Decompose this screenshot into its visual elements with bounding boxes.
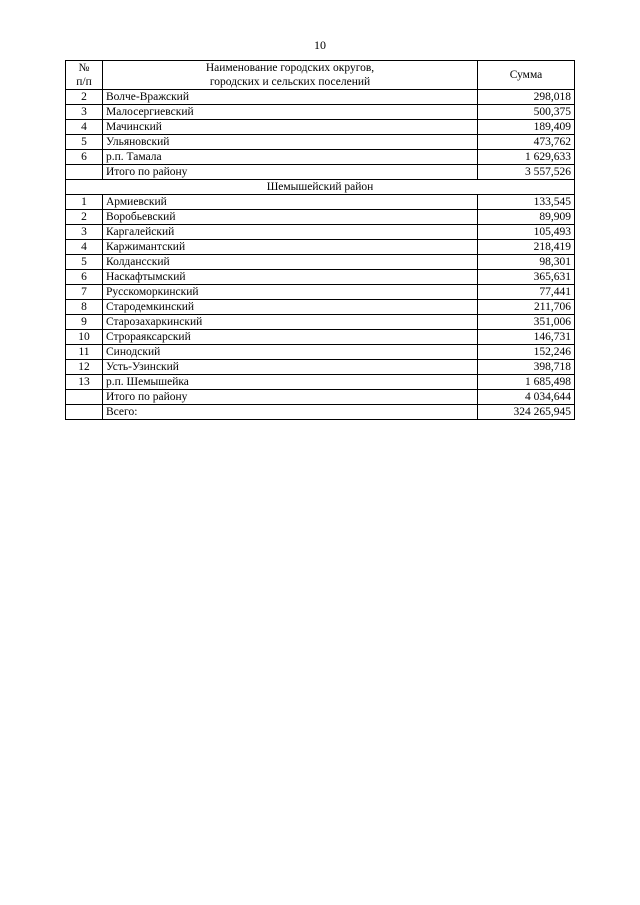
row-name: Русскоморкинский	[103, 285, 478, 300]
row-number: 8	[66, 300, 103, 315]
header-num	[66, 61, 103, 90]
row-sum: 105,493	[478, 225, 575, 240]
row-number: 13	[66, 375, 103, 390]
total-sum: 3 557,526	[478, 165, 575, 180]
table-row	[66, 345, 575, 360]
header-name-line2: городских и сельских поселений	[209, 76, 371, 88]
row-name: Каргалейский	[103, 225, 478, 240]
district-total-row	[66, 390, 575, 405]
section-title: Шемышейский район	[66, 180, 575, 195]
header-name	[103, 61, 478, 90]
row-sum: 77,441	[478, 285, 575, 300]
row-sum: 133,545	[478, 195, 575, 210]
row-name: Синодский	[103, 345, 478, 360]
table-row	[66, 105, 575, 120]
row-number: 9	[66, 315, 103, 330]
row-number: 6	[66, 150, 103, 165]
row-sum: 211,706	[478, 300, 575, 315]
row-number: 2	[66, 210, 103, 225]
row-number: 11	[66, 345, 103, 360]
row-name: Армиевский	[103, 195, 478, 210]
total-number-empty	[66, 165, 103, 180]
table-row	[66, 120, 575, 135]
table-row	[66, 195, 575, 210]
table-row	[66, 285, 575, 300]
header-num-line2: п/п	[76, 76, 92, 88]
district-total-row	[66, 165, 575, 180]
row-number: 6	[66, 270, 103, 285]
row-name: р.п. Шемышейка	[103, 375, 478, 390]
grand-total-label: Всего:	[103, 405, 478, 420]
row-name: Ульяновский	[103, 135, 478, 150]
row-name: Наскафтымский	[103, 270, 478, 285]
row-name: Старозахаркинский	[103, 315, 478, 330]
total-sum: 4 034,644	[478, 390, 575, 405]
header-num-line1: №	[78, 62, 90, 74]
total-label: Итого по району	[103, 165, 478, 180]
table-row	[66, 315, 575, 330]
table-row	[66, 240, 575, 255]
row-sum: 351,006	[478, 315, 575, 330]
row-number: 12	[66, 360, 103, 375]
table-row	[66, 270, 575, 285]
row-number: 5	[66, 255, 103, 270]
row-sum: 398,718	[478, 360, 575, 375]
row-number: 10	[66, 330, 103, 345]
row-name: р.п. Тамала	[103, 150, 478, 165]
row-name: Малосергиевский	[103, 105, 478, 120]
grand-total-row	[66, 405, 575, 420]
table-row	[66, 150, 575, 165]
header-sum: Сумма	[478, 61, 575, 90]
row-number: 3	[66, 225, 103, 240]
row-sum: 473,762	[478, 135, 575, 150]
row-sum: 189,409	[478, 120, 575, 135]
row-sum: 500,375	[478, 105, 575, 120]
row-sum: 1 629,633	[478, 150, 575, 165]
table-row	[66, 135, 575, 150]
row-number: 2	[66, 90, 103, 105]
row-sum: 365,631	[478, 270, 575, 285]
row-number: 4	[66, 120, 103, 135]
row-name: Усть-Узинский	[103, 360, 478, 375]
row-name: Стародемкинский	[103, 300, 478, 315]
row-sum: 146,731	[478, 330, 575, 345]
table-row	[66, 210, 575, 225]
row-sum: 298,018	[478, 90, 575, 105]
table-row	[66, 375, 575, 390]
row-name: Строраяксарский	[103, 330, 478, 345]
grand-total-sum: 324 265,945	[478, 405, 575, 420]
section-title-row	[66, 180, 575, 195]
table-row	[66, 255, 575, 270]
row-number: 1	[66, 195, 103, 210]
total-number-empty	[66, 390, 103, 405]
row-sum: 98,301	[478, 255, 575, 270]
row-sum: 89,909	[478, 210, 575, 225]
row-name: Каржимантский	[103, 240, 478, 255]
table-header-row	[66, 61, 575, 90]
row-sum: 1 685,498	[478, 375, 575, 390]
row-number: 4	[66, 240, 103, 255]
budget-table	[65, 60, 575, 420]
row-name: Волче-Вражский	[103, 90, 478, 105]
table-row	[66, 360, 575, 375]
row-number: 5	[66, 135, 103, 150]
row-name: Мачинский	[103, 120, 478, 135]
total-label: Итого по району	[103, 390, 478, 405]
row-number: 7	[66, 285, 103, 300]
table-row	[66, 330, 575, 345]
row-name: Колдансский	[103, 255, 478, 270]
page-number: 10	[314, 38, 326, 52]
table-row	[66, 225, 575, 240]
row-sum: 152,246	[478, 345, 575, 360]
table-row	[66, 90, 575, 105]
table-row	[66, 300, 575, 315]
table-body	[66, 90, 575, 420]
grand-total-number-empty	[66, 405, 103, 420]
row-name: Воробьевский	[103, 210, 478, 225]
row-sum: 218,419	[478, 240, 575, 255]
row-number: 3	[66, 105, 103, 120]
header-name-line1: Наименование городских округов,	[205, 62, 375, 74]
